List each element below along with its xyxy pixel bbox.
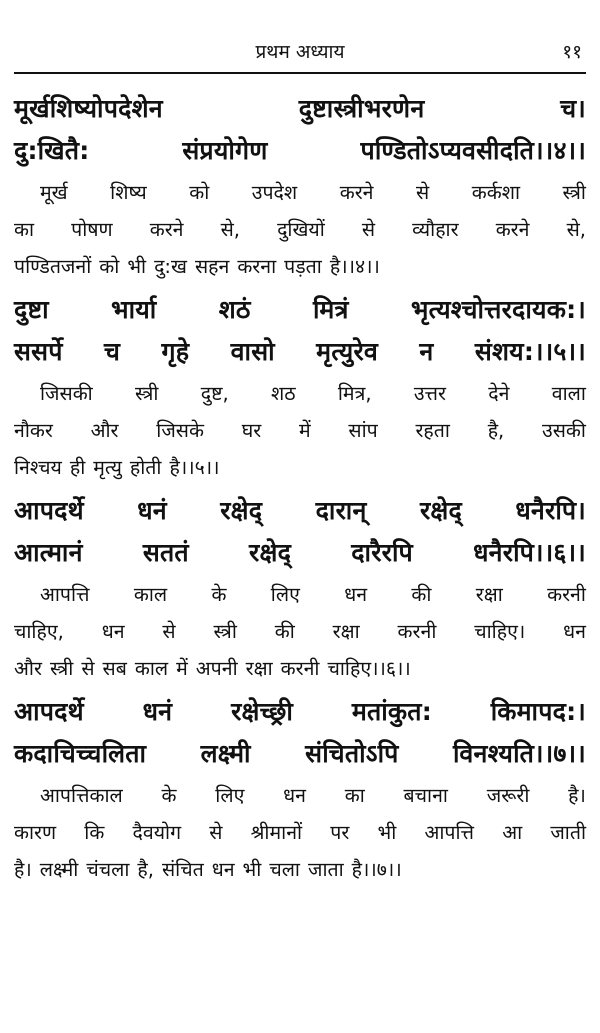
hindi-meaning [14, 375, 586, 486]
verse-word: संचितोऽपि [305, 739, 399, 768]
meaning-word: सब [102, 657, 127, 680]
meaning-word: के [161, 784, 177, 807]
meaning-word: और [14, 657, 42, 680]
meaning-word: सहन [194, 255, 230, 278]
meaning-word: शिष्य [110, 181, 147, 204]
meaning-word: धन [211, 858, 235, 881]
meaning-word: को [189, 181, 210, 204]
verse-word: पण्डितोऽप्यवसीदति।।४।। [360, 136, 586, 165]
verse-word: भृत्यश्चोत्तरदायक:। [410, 295, 586, 324]
meaning-word: में [176, 657, 188, 680]
meaning-word: लिए [270, 583, 300, 606]
meaning-word: संचित [161, 858, 204, 881]
verse-word: सततं [142, 538, 189, 567]
page-header [14, 0, 586, 74]
meaning-word: है। [14, 858, 32, 881]
sanskrit-verse [14, 490, 586, 574]
sanskrit-verse [14, 88, 586, 172]
meaning-line [14, 777, 586, 814]
meaning-word: देने [488, 382, 510, 405]
meaning-word: स्त्री [562, 181, 586, 204]
meaning-word: शठ [270, 382, 296, 405]
meaning-word: लक्ष्मी [39, 858, 79, 881]
verse-word: रक्षेद् [220, 496, 263, 525]
meaning-word: उत्तर [413, 382, 446, 405]
verse-word: मूर्खशिष्योपदेशेन [14, 94, 163, 123]
meaning-word: करने [339, 181, 374, 204]
verse-word: दुष्टा [14, 295, 49, 324]
verse-word: भार्या [111, 295, 157, 324]
meaning-line [14, 174, 586, 211]
meaning-word: से [162, 620, 176, 643]
verse-word: विनश्यति।।७।। [452, 739, 586, 768]
meaning-word: के [211, 583, 227, 606]
verse-word: धनं [142, 697, 173, 726]
verse-word: न [419, 337, 434, 366]
meaning-word: रक्षा [332, 620, 360, 643]
meaning-line [14, 613, 586, 650]
meaning-word: घर [241, 419, 262, 442]
verse-line [14, 88, 586, 130]
meaning-word: जाती [550, 821, 586, 844]
verse-word: रक्षेच्छ्री [231, 697, 294, 726]
verse-block [14, 289, 586, 486]
verse-line [14, 733, 586, 775]
meaning-word: से, [566, 218, 586, 241]
sanskrit-verse [14, 691, 586, 775]
meaning-word: दुष्ट, [200, 382, 229, 405]
meaning-word: ही [69, 456, 86, 479]
meaning-line [14, 449, 586, 486]
verse-word: दु:खितै: [14, 136, 90, 165]
verse-word: वासो [230, 337, 275, 366]
meaning-word: जिसके [156, 419, 204, 442]
meaning-word: चंचला [86, 858, 130, 881]
meaning-word: निश्चय [14, 456, 62, 479]
meaning-word: है, [137, 858, 154, 881]
meaning-word: कि [84, 821, 105, 844]
meaning-word: पण्डितजनों [14, 255, 92, 278]
verse-word: च। [560, 94, 586, 123]
sanskrit-verse [14, 289, 586, 373]
meaning-word: चाहिए।।६।। [327, 657, 411, 680]
verse-word: रक्षेद् [249, 538, 292, 567]
meaning-word: भी [242, 858, 262, 881]
page-body [14, 74, 586, 888]
meaning-word: से [416, 181, 430, 204]
meaning-word: काल [134, 657, 169, 680]
meaning-word: करना [237, 255, 277, 278]
verse-word: रक्षेद् [419, 496, 462, 525]
meaning-word: धन [563, 620, 586, 643]
verse-word: कदाचिच्चलिता [14, 739, 147, 768]
verse-line [14, 331, 586, 373]
meaning-word: है।।४।। [329, 255, 380, 278]
verse-word: धनैरपि। [515, 496, 586, 525]
verse-block [14, 88, 586, 285]
meaning-word: करने [495, 218, 530, 241]
meaning-word: दुखियों [277, 218, 325, 241]
verse-word: आत्मानं [14, 538, 83, 567]
verse-line [14, 691, 586, 733]
verse-word: धनं [137, 496, 167, 525]
verse-word: ससर्पे [14, 337, 63, 366]
meaning-word: का [14, 218, 35, 241]
meaning-word: पोषण [71, 218, 113, 241]
meaning-line [14, 211, 586, 248]
verse-word: मतांकुत: [351, 697, 432, 726]
meaning-word: में [298, 419, 311, 442]
meaning-word: आपत्तिकाल [40, 784, 123, 807]
verse-word: दुष्टास्त्रीभरणेन [298, 94, 425, 123]
meaning-word: दु:ख [154, 255, 187, 278]
meaning-word: सांप [348, 419, 378, 442]
verse-word: दारान् [315, 496, 367, 525]
verse-line [14, 289, 586, 331]
meaning-word: जिसकी [40, 382, 93, 405]
meaning-word: करने [149, 218, 184, 241]
verse-word: च [104, 337, 121, 366]
meaning-word: कर्कशा [471, 181, 521, 204]
meaning-word: भी [127, 255, 147, 278]
meaning-line [14, 375, 586, 412]
meaning-word: आपत्ति [40, 583, 90, 606]
meaning-word: काल [133, 583, 168, 606]
verse-word: आपदर्थे [14, 697, 84, 726]
meaning-word: बचाना [403, 784, 448, 807]
meaning-word: नौकर [14, 419, 53, 442]
meaning-word: जाता [307, 858, 344, 881]
meaning-word: लिए [215, 784, 245, 807]
verse-word: धनैरपि।।६।। [473, 538, 586, 567]
meaning-word: उपदेश [251, 181, 298, 204]
meaning-line [14, 814, 586, 851]
meaning-word: करनी [547, 583, 586, 606]
meaning-word: चला [269, 858, 300, 881]
verse-line [14, 130, 586, 172]
meaning-word: चाहिए। [474, 620, 526, 643]
chapter-title: प्रथम अध्याय [255, 41, 345, 63]
meaning-word: की [274, 620, 295, 643]
meaning-word: करनी [397, 620, 437, 643]
verse-line [14, 532, 586, 574]
verse-word: मृत्युरेव [316, 337, 378, 366]
meaning-line [14, 851, 586, 888]
verse-word: संशय:।।५।। [474, 337, 586, 366]
meaning-word: उसकी [542, 419, 586, 442]
meaning-word: रक्षा [245, 657, 273, 680]
meaning-word: चाहिए, [14, 620, 64, 643]
meaning-line [14, 248, 586, 285]
meaning-line [14, 650, 586, 687]
hindi-meaning [14, 576, 586, 687]
verse-line [14, 490, 586, 532]
verse-word: किमापद:। [490, 697, 586, 726]
verse-word: आपदर्थे [14, 496, 84, 525]
meaning-word: और [90, 419, 119, 442]
meaning-word: मूर्ख [40, 181, 68, 204]
meaning-word: पड़ता [284, 255, 322, 278]
meaning-word: है। [568, 784, 586, 807]
verse-word: संप्रयोगेण [182, 136, 268, 165]
meaning-word: मित्र, [337, 382, 372, 405]
meaning-word: रक्षा [475, 583, 503, 606]
page-number: ११ [562, 41, 582, 63]
meaning-word: अपनी [195, 657, 238, 680]
meaning-word: स्त्री [49, 657, 74, 680]
verse-block [14, 691, 586, 888]
meaning-word: आ [502, 821, 523, 844]
meaning-word: स्त्री [135, 382, 159, 405]
meaning-word: धन [283, 784, 306, 807]
hindi-meaning [14, 777, 586, 888]
book-page [14, 0, 586, 1033]
meaning-line [14, 576, 586, 613]
meaning-word: की [411, 583, 432, 606]
meaning-word: पर [330, 821, 350, 844]
hindi-meaning [14, 174, 586, 285]
verse-word: लक्ष्मी [200, 739, 251, 768]
meaning-word: धन [344, 583, 368, 606]
meaning-word: होती [129, 456, 162, 479]
meaning-word: धन [101, 620, 125, 643]
meaning-word: है।।७।। [351, 858, 402, 881]
meaning-word: है, [487, 419, 505, 442]
meaning-word: को [99, 255, 120, 278]
meaning-line [14, 412, 586, 449]
meaning-word: से [361, 218, 376, 241]
meaning-word: जरूरी [486, 784, 530, 807]
meaning-word: भी [377, 821, 397, 844]
meaning-word: व्यौहार [412, 218, 459, 241]
verse-word: दारैरपि [351, 538, 413, 567]
meaning-word: वाला [551, 382, 586, 405]
meaning-word: कारण [14, 821, 57, 844]
verse-block [14, 490, 586, 687]
verse-word: गृहे [161, 337, 190, 366]
meaning-word: से [81, 657, 95, 680]
meaning-word: स्त्री [213, 620, 237, 643]
meaning-word: श्रीमानों [250, 821, 303, 844]
meaning-word: दैवयोग [132, 821, 182, 844]
meaning-word: का [344, 784, 365, 807]
meaning-word: आपत्ति [424, 821, 474, 844]
meaning-word: से [209, 821, 223, 844]
verse-word: मित्रं [312, 295, 349, 324]
verse-word: शठं [218, 295, 251, 324]
meaning-word: करनी [280, 657, 320, 680]
meaning-word: से, [220, 218, 240, 241]
meaning-word: रहता [415, 419, 450, 442]
meaning-word: मृत्यु [93, 456, 122, 479]
meaning-word: है।।५।। [169, 456, 220, 479]
